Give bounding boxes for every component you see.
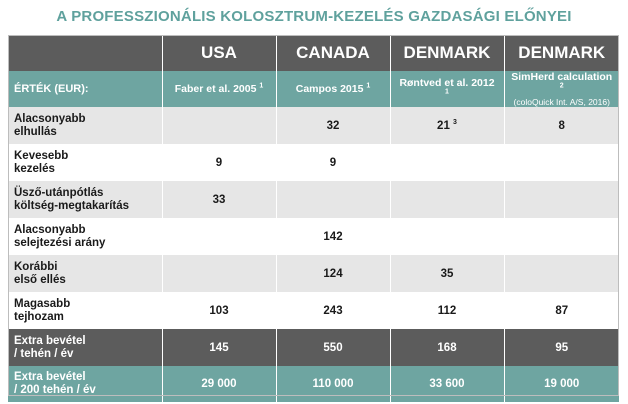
cell-denmark-2 bbox=[504, 255, 619, 292]
cell-usa: 9 bbox=[162, 144, 276, 181]
cell-denmark-1: 112 bbox=[390, 292, 504, 329]
value-label: ÉRTÉK (EUR): bbox=[8, 71, 162, 107]
source-rontved: Røntved et al. 2012 $^1$ bbox=[390, 71, 504, 107]
row-label: Alacsonyabb selejtezési arány bbox=[8, 218, 162, 255]
row-label: Korábbi első ellés bbox=[8, 255, 162, 292]
row-label: Extra bevétel / 200 tehén / év bbox=[8, 366, 162, 402]
benefits-table bbox=[8, 35, 619, 402]
cell-denmark-2: 19 000 bbox=[504, 366, 619, 402]
cell-denmark-1 bbox=[390, 181, 504, 218]
table-row bbox=[8, 107, 619, 144]
table-row bbox=[8, 255, 619, 292]
table-row bbox=[8, 292, 619, 329]
row-label: Üsző-utánpótlás költség-megtakarítás bbox=[8, 181, 162, 218]
total-row-per-cow bbox=[8, 329, 619, 366]
cell-denmark-2 bbox=[504, 218, 619, 255]
cell-denmark-1: 35 bbox=[390, 255, 504, 292]
source-simherd: SimHerd calculation $^2$ (coloQuick Int. A/S, 2016) bbox=[504, 71, 619, 107]
country-header-row bbox=[8, 35, 619, 71]
source-simherd-note: (coloQuick Int. A/S, 2016) bbox=[513, 97, 610, 107]
cell-denmark-1 bbox=[390, 144, 504, 181]
cell-canada: 243 bbox=[276, 292, 390, 329]
table-row bbox=[8, 218, 619, 255]
page-title: A PROFESSZIONÁLIS KOLOSZTRUM-KEZELÉS GAZDASÁGI ELŐNYEI bbox=[56, 8, 572, 25]
cell-canada: 124 bbox=[276, 255, 390, 292]
row-label: Extra bevétel / tehén / év bbox=[8, 329, 162, 366]
row-label: Alacsonyabb elhullás bbox=[8, 107, 162, 144]
cell-canada: 9 bbox=[276, 144, 390, 181]
row-label: Magasabb tejhozam bbox=[8, 292, 162, 329]
cell-canada bbox=[276, 181, 390, 218]
cell-denmark-1: 21 $^3$ bbox=[390, 107, 504, 144]
cell-denmark-1: 33 600 bbox=[390, 366, 504, 402]
cell-denmark-2: 8 bbox=[504, 107, 619, 144]
cell-denmark-1 bbox=[390, 218, 504, 255]
cell-denmark-2: 87 bbox=[504, 292, 619, 329]
country-usa: USA bbox=[162, 35, 276, 71]
cell-usa bbox=[162, 218, 276, 255]
total-row-200-cows bbox=[8, 366, 619, 402]
cell-canada: 110 000 bbox=[276, 366, 390, 402]
header-empty-cell bbox=[8, 35, 162, 71]
cell-denmark-2 bbox=[504, 181, 619, 218]
cell-usa bbox=[162, 255, 276, 292]
source-campos: Campos 2015 $^1$ bbox=[276, 71, 390, 107]
source-header-row bbox=[8, 71, 619, 107]
cell-denmark-2 bbox=[504, 144, 619, 181]
cell-usa: 103 bbox=[162, 292, 276, 329]
cell-canada: 142 bbox=[276, 218, 390, 255]
cell-usa bbox=[162, 107, 276, 144]
cell-denmark-2: 95 bbox=[504, 329, 619, 366]
cell-usa: 33 bbox=[162, 181, 276, 218]
country-denmark-1: DENMARK bbox=[390, 35, 504, 71]
cell-denmark-1: 168 bbox=[390, 329, 504, 366]
source-faber: Faber et al. 2005 $^1$ bbox=[162, 71, 276, 107]
row-label: Kevesebb kezelés bbox=[8, 144, 162, 181]
cell-usa: 145 bbox=[162, 329, 276, 366]
cell-canada: 32 bbox=[276, 107, 390, 144]
cell-usa: 29 000 bbox=[162, 366, 276, 402]
table-row bbox=[8, 181, 619, 218]
country-canada: CANADA bbox=[276, 35, 390, 71]
table-row bbox=[8, 144, 619, 181]
cell-canada: 550 bbox=[276, 329, 390, 366]
country-denmark-2: DENMARK bbox=[504, 35, 619, 71]
